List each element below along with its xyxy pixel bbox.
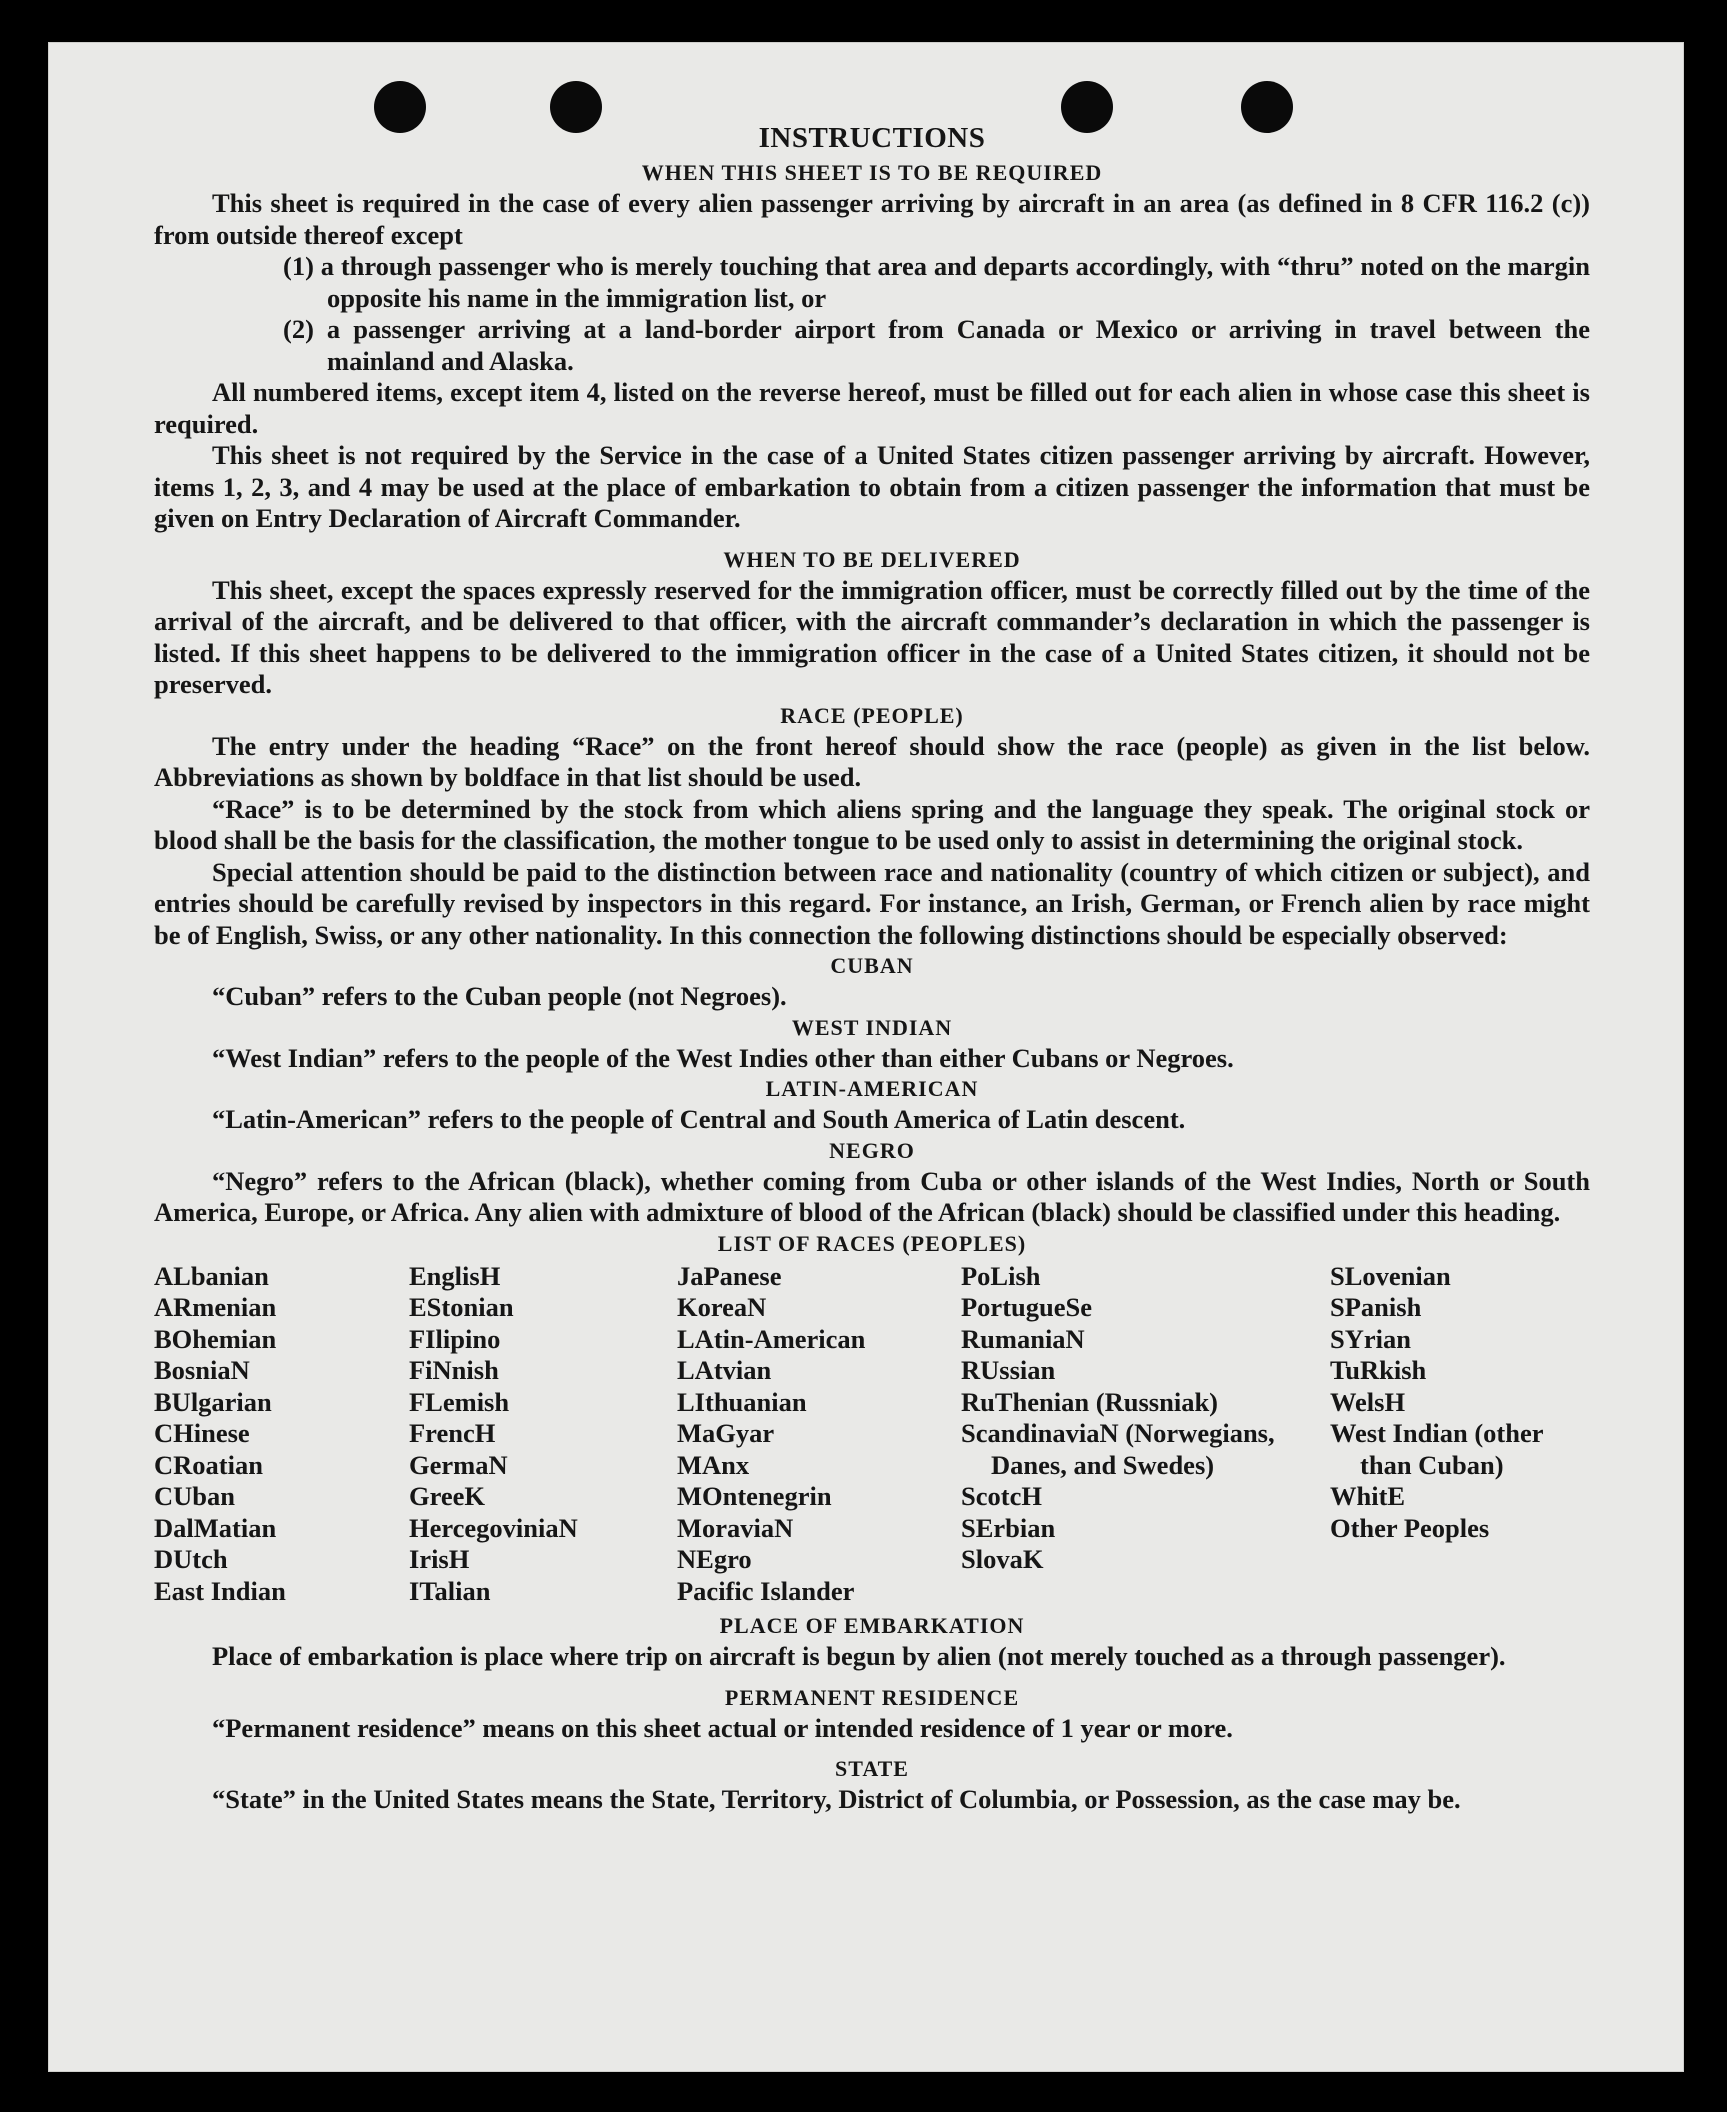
paragraph: “West Indian” refers to the people of the West Indies other than either Cubans or Negroes.	[212, 1042, 1234, 1073]
race-item: LAtin-American	[677, 1323, 866, 1354]
race-item: SLovenian	[1330, 1260, 1451, 1291]
paragraph: This sheet is required in the case of every alien passenger arriving by aircraft in an area (as defined in 8 CFR 116.2 (c)) from outside thereof except	[154, 188, 1590, 250]
race-item: SErbian	[961, 1512, 1056, 1543]
races-column	[961, 1261, 1330, 1608]
race-item: KoreaN	[677, 1292, 767, 1322]
races-list	[154, 1261, 1590, 1608]
race-item: DUtch	[154, 1544, 228, 1574]
race-item: CRoatian	[154, 1449, 263, 1480]
race-item: ITalian	[409, 1575, 491, 1606]
race-item: GreeK	[409, 1481, 486, 1511]
heading-latin-american: LATIN-AMERICAN	[765, 1076, 979, 1101]
race-item: LIthuanian	[677, 1386, 807, 1417]
heading-negro: NEGRO	[829, 1137, 915, 1163]
race-item: FLemish	[409, 1386, 510, 1417]
list-item: (1) a through passenger who is merely touching that area and departs accordingly, with “thru” noted on the margin opposite his name in the immigration list, or	[283, 251, 1590, 313]
race-item: West Indian (other than Cuban)	[1330, 1418, 1544, 1480]
race-item: WelsH	[1330, 1386, 1406, 1417]
races-column	[677, 1261, 961, 1608]
paragraph: Place of embarkation is place where trip on aircraft is begun by alien (not merely touched as a through passenger).	[212, 1641, 1506, 1671]
race-item: ALbanian	[154, 1260, 269, 1291]
race-item: RuThenian (Russniak)	[961, 1386, 1219, 1417]
race-item: MOntenegrin	[677, 1481, 832, 1511]
paragraph: “Cuban” refers to the Cuban people (not Negroes).	[212, 981, 787, 1011]
race-item: MoraviaN	[677, 1512, 794, 1543]
heading-west-indian: WEST INDIAN	[791, 1014, 953, 1040]
race-item: WhitE	[1330, 1481, 1406, 1511]
race-item: RumaniaN	[961, 1323, 1085, 1354]
race-item: FrencH	[409, 1418, 496, 1448]
race-item: HercegoviniaN	[409, 1512, 578, 1543]
race-item: FIlipino	[409, 1323, 501, 1354]
heading-permanent-residence: PERMANENT RESIDENCE	[724, 1684, 1020, 1710]
list-item: (2) a passenger arriving at a land-border airport from Canada or Mexico or arriving in travel between the mainland and Alaska.	[283, 314, 1590, 376]
race-item: RUssian	[961, 1355, 1056, 1385]
heading-state: STATE	[835, 1756, 909, 1781]
paragraph: “Race” is to be determined by the stock from which aliens spring and the language they speak. The original stock or blood shall be the basis for the classification, the mother tongue to be used only to assist in determining the original stock.	[154, 793, 1590, 855]
race-item: Other Peoples	[1330, 1512, 1490, 1543]
heading-when-required: WHEN THIS SHEET IS TO BE REQUIRED	[641, 160, 1103, 185]
race-item: GermaN	[409, 1449, 508, 1480]
paragraph: “Latin-American” refers to the people of Central and South America of Latin descent.	[212, 1104, 1186, 1134]
race-item: CUban	[154, 1481, 236, 1511]
page-title: INSTRUCTIONS	[758, 122, 986, 154]
race-item: ScotcH	[961, 1481, 1042, 1511]
race-item: IrisH	[409, 1544, 470, 1574]
document-page	[48, 42, 1684, 2072]
paragraph: The entry under the heading “Race” on the front hereof should show the race (people) as given in the list below. Abbreviations as shown by boldface in that list should be used.	[154, 730, 1590, 792]
paragraph: “Negro” refers to the African (black), whether coming from Cuba or other islands of the West Indies, North or South America, Europe, or Africa. Any alien with admixture of blood of the African (black) should be classified under this heading.	[154, 1165, 1590, 1227]
paragraph: This sheet is not required by the Service in the case of a United States citizen passenger arriving by aircraft. However, items 1, 2, 3, and 4 may be used at the place of embarkation to obtain from a citizen passenger the information that must be given on Entry Declaration of Aircraft Commander.	[154, 440, 1590, 533]
races-column	[1330, 1261, 1590, 1608]
paragraph: This sheet, except the spaces expressly reserved for the immigration officer, must be correctly filled out by the time of the arrival of the aircraft, and be delivered to that officer, with the aircraft commander’s declaration in which the passenger is listed. If this sheet happens to be delivered to the immigration officer in the case of a United States citizen, it should not be preserved.	[154, 574, 1590, 699]
race-item: ARmenian	[154, 1292, 277, 1322]
race-item: SlovaK	[961, 1544, 1044, 1574]
paragraph: All numbered items, except item 4, listed on the reverse hereof, must be filled out for each alien in whose case this sheet is required.	[154, 377, 1590, 439]
race-item: BosniaN	[154, 1355, 250, 1385]
paragraph: “State” in the United States means the State, Territory, District of Columbia, or Possession, as the case may be.	[212, 1784, 1461, 1814]
race-item: TuRkish	[1330, 1355, 1427, 1385]
race-item: East Indian	[154, 1575, 286, 1606]
race-item: Pacific Islander	[677, 1575, 855, 1606]
race-item: DalMatian	[154, 1512, 277, 1543]
heading-list-of-races: LIST OF RACES (PEOPLES)	[717, 1230, 1027, 1256]
race-item: PoLish	[961, 1260, 1041, 1291]
heading-race: RACE (PEOPLE)	[780, 702, 964, 728]
race-item: BOhemian	[154, 1323, 277, 1354]
paragraph: “Permanent residence” means on this sheet actual or intended residence of 1 year or more.	[212, 1712, 1233, 1743]
paragraph: Special attention should be paid to the distinction between race and nationality (country of which citizen or subject), and entries should be carefully revised by inspectors in this regard. For instance, an Irish, German, or French alien by race might be of English, Swiss, or any other nationality. In this connection the following distinctions should be especially observed:	[154, 856, 1590, 950]
races-column	[154, 1261, 409, 1608]
race-item: NEgro	[677, 1544, 752, 1574]
instructions-body	[154, 120, 1590, 1816]
races-column	[409, 1261, 677, 1608]
race-item: MaGyar	[677, 1418, 775, 1448]
race-item: PortugueSe	[961, 1292, 1093, 1322]
heading-cuban: CUBAN	[830, 953, 914, 978]
race-item: ScandinaviaN (Norwegians, Danes, and Swedes)	[961, 1418, 1275, 1480]
race-item: FiNnish	[409, 1355, 499, 1385]
race-item: EStonian	[409, 1292, 514, 1322]
race-item: EnglisH	[409, 1260, 501, 1291]
race-item: SPanish	[1330, 1292, 1422, 1322]
race-item: JaPanese	[677, 1260, 782, 1291]
heading-place-of-embarkation: PLACE OF EMBARKATION	[719, 1613, 1025, 1638]
race-item: LAtvian	[677, 1355, 772, 1385]
race-item: MAnx	[677, 1449, 750, 1480]
race-item: BUlgarian	[154, 1386, 272, 1417]
race-item: CHinese	[154, 1418, 250, 1448]
race-item: SYrian	[1330, 1323, 1411, 1354]
heading-when-delivered: WHEN TO BE DELIVERED	[723, 546, 1021, 572]
